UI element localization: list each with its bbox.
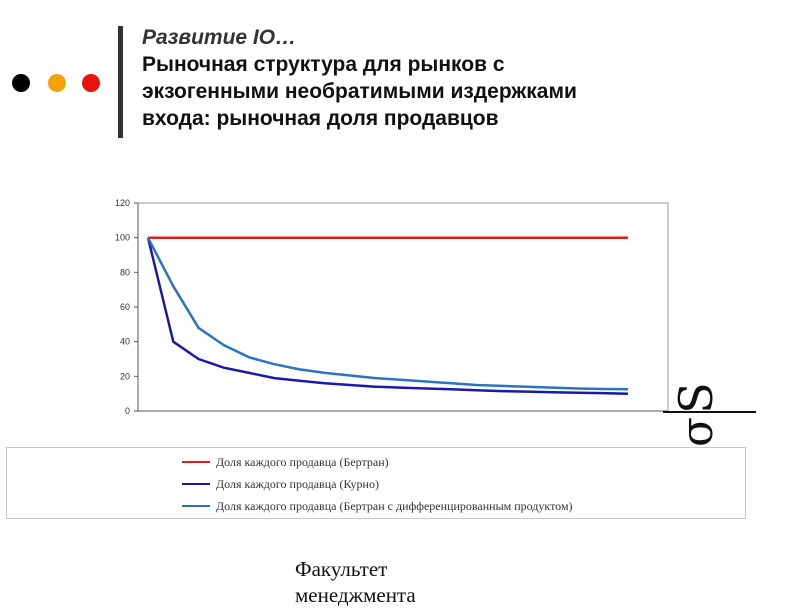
legend-label-cournot: Доля каждого продавца (Курно) <box>216 476 379 491</box>
y-tick-label: 40 <box>119 336 130 347</box>
y-tick-label: 0 <box>124 406 130 416</box>
title-line-4: входа: рыночная доля продавцов <box>142 107 499 130</box>
y-tick-label: 60 <box>119 302 130 312</box>
y-tick-label: 80 <box>119 267 130 278</box>
fraction-numerator: S <box>669 382 723 414</box>
footer-line-2: менеджмента <box>295 583 416 607</box>
fraction-denominator: σ <box>672 416 723 448</box>
legend-item-bertrand <box>182 452 389 472</box>
title-line-1: Развитие IO… <box>142 26 297 49</box>
footer-text <box>295 556 416 608</box>
footer-line-1: Факультет <box>295 557 388 581</box>
y-tick-label: 20 <box>119 371 130 382</box>
y-tick-label: 120 <box>114 198 130 208</box>
title-line-3: экзогенными необратимыми издержками <box>142 80 577 103</box>
chart-legend <box>6 447 746 519</box>
legend-swatch-bertrand <box>182 461 210 463</box>
legend-label-bertrand: Доля каждого продавца (Бертран) <box>216 454 389 469</box>
title-line-2: Рыночная структура для рынков с <box>142 53 505 76</box>
legend-item-cournot <box>182 474 379 494</box>
legend-label-bertrand-diff: Доля каждого продавца (Бертран с дифференцированным продуктом) <box>216 498 573 513</box>
y-tick-label: 100 <box>114 232 130 243</box>
legend-item-bertrand-diff <box>182 496 573 516</box>
legend-swatch-bertrand-diff <box>182 505 210 507</box>
legend-swatch-cournot <box>182 483 210 485</box>
